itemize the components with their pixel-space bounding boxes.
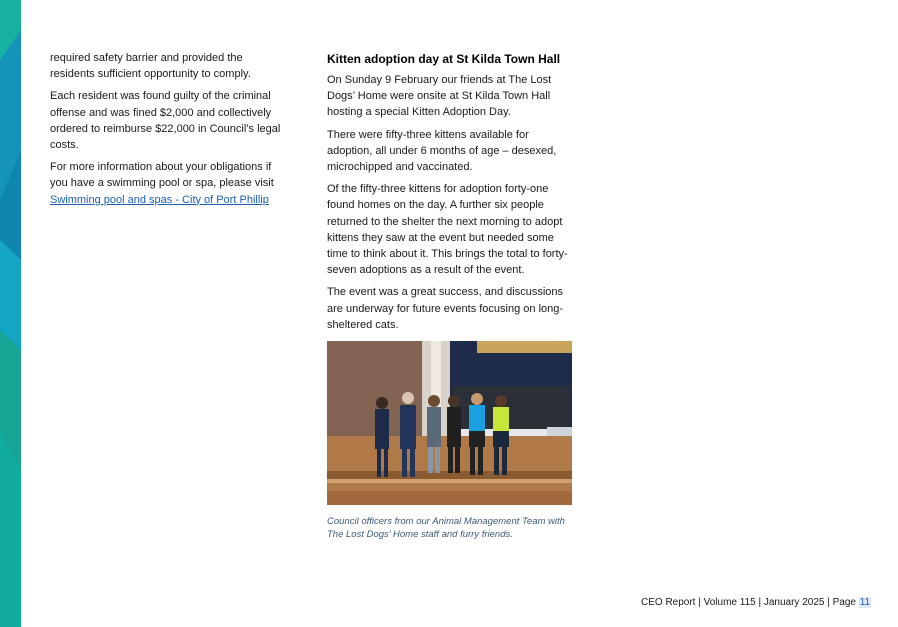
footer-text: CEO Report | Volume 115 | January 2025 | Page xyxy=(641,597,856,608)
event-photo xyxy=(327,341,572,505)
article-paragraph: There were fifty-three kittens available for adoption, all under 6 months of age – desexed, microchipped and vaccinated. xyxy=(327,128,557,174)
info-text: For more information about your obligations if you have a swimming pool or spa, please visit xyxy=(50,161,274,190)
side-accent-band xyxy=(0,0,21,627)
body-paragraph: Each resident was found guilty of the criminal offense and was fined $2,000 and collectively ordered to reimburse $22,000 in Council’s legal costs. xyxy=(50,90,281,152)
page-number: 11 xyxy=(859,597,871,608)
photo-caption: Council officers from our Animal Management Team with The Lost Dogs’ Home staff and furry friends. xyxy=(327,516,565,541)
article-paragraph: On Sunday 9 February our friends at The Lost Dogs’ Home were onsite at St Kilda Town Hall hosting a special Kitten Adoption Day. xyxy=(327,74,552,119)
body-paragraph: required safety barrier and provided the residents sufficient opportunity to comply. xyxy=(50,52,251,81)
article-paragraph: Of the fifty-three kittens for adoption forty-one found homes on the day. A further six people returned to the shelter the next morning to adopt kittens they saw at the event but needed some time to think about it. This brings the total to forty-seven adoptions as a result of the event. xyxy=(327,183,568,277)
article-paragraph: The event was a great success, and discussions are underway for future events focusing on long-sheltered cats. xyxy=(327,286,564,331)
article-headline: Kitten adoption day at St Kilda Town Hall xyxy=(327,52,561,66)
info-paragraph xyxy=(50,159,290,208)
left-column xyxy=(50,50,290,214)
swimming-pool-link[interactable]: Swimming pool and spas - City of Port Phillip xyxy=(50,193,269,206)
article-column xyxy=(327,50,577,541)
page-footer xyxy=(641,596,871,610)
